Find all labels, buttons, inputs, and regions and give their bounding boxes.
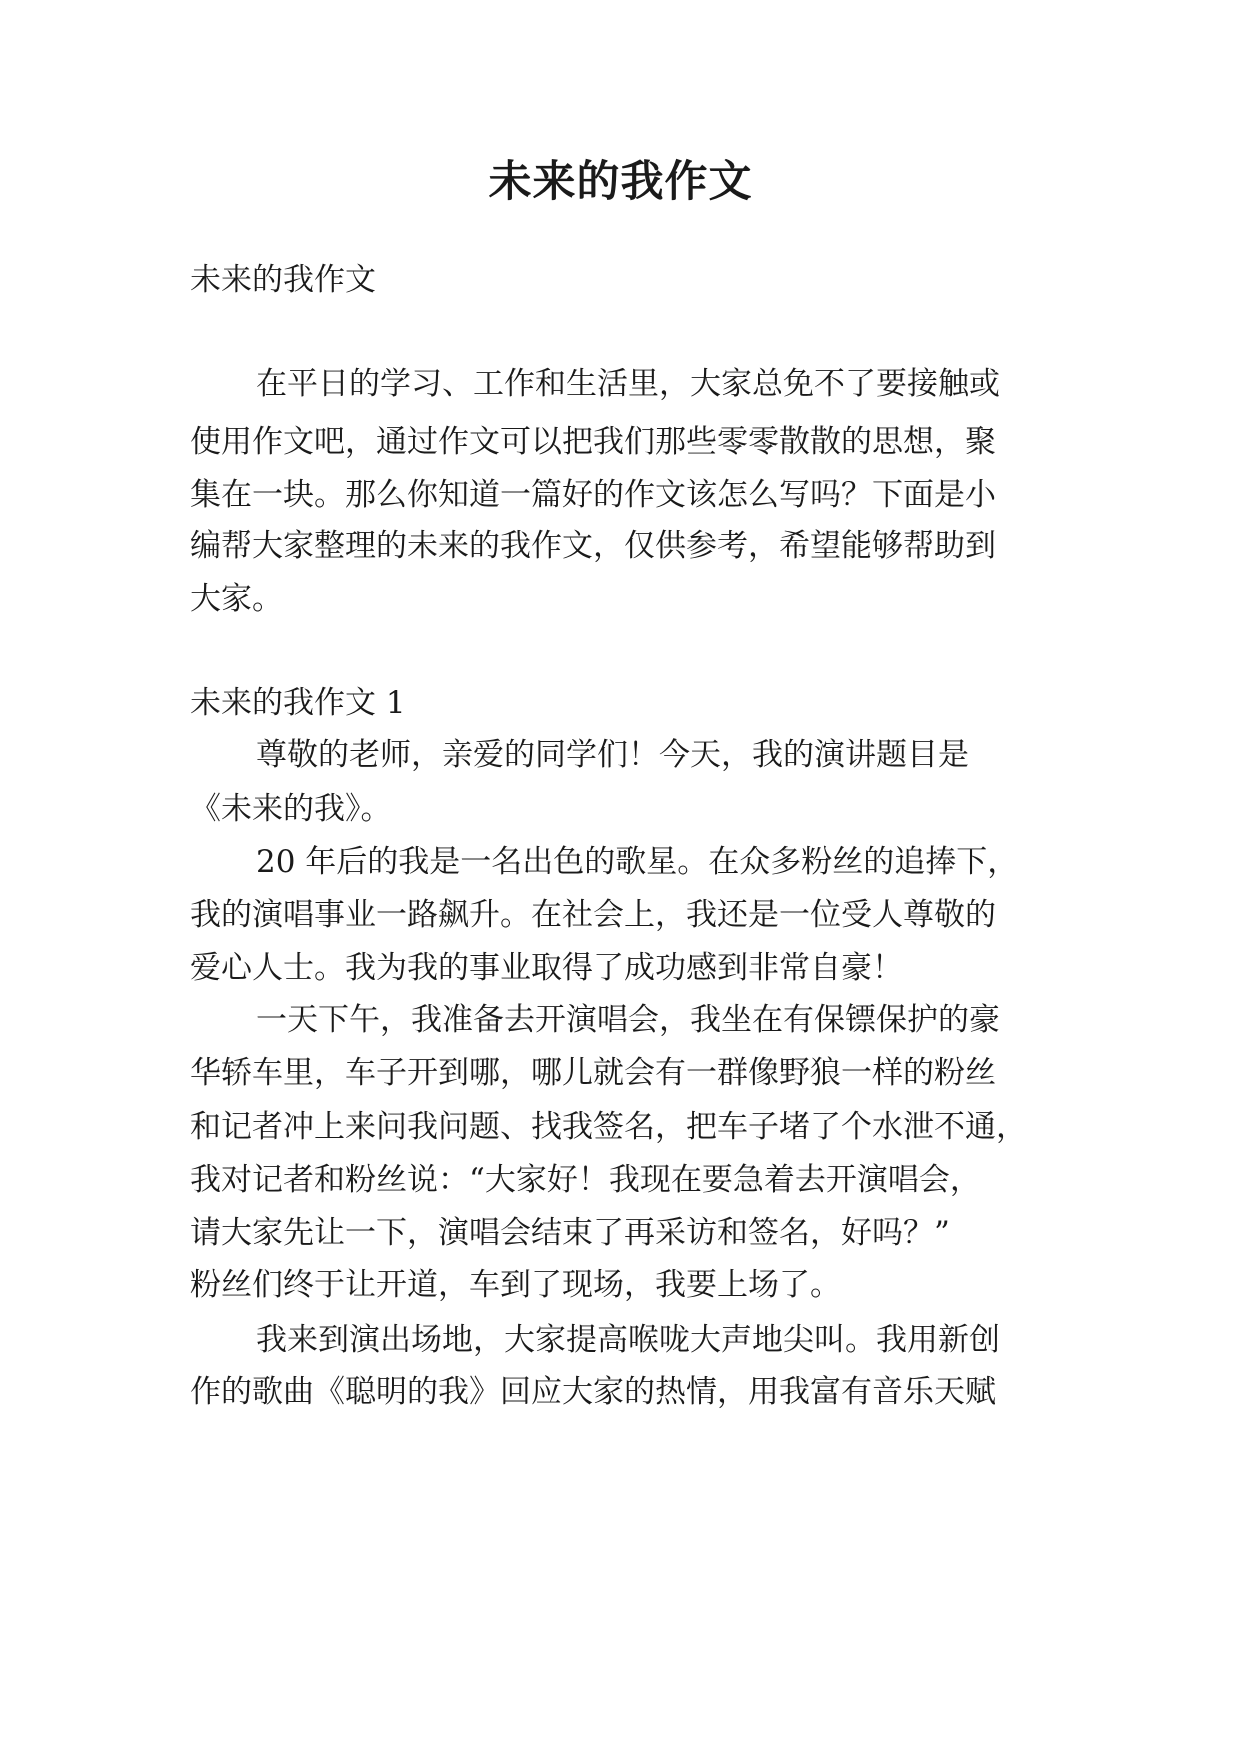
paragraph-line: 我对记者和粉丝说：“大家好！我现在要急着去开演唱会， xyxy=(190,1162,981,1198)
intro-line: 编帮大家整理的未来的我作文，仅供参考，希望能够帮助到 xyxy=(190,528,996,564)
paragraph-line: 我的演唱事业一路飙升。在社会上，我还是一位受人尊敬的 xyxy=(190,897,996,933)
document-title: 未来的我作文 xyxy=(488,157,753,207)
paragraph-line: 请大家先让一下，演唱会结束了再采访和签名，好吗？” xyxy=(190,1215,950,1251)
paragraph-line: 《未来的我》。 xyxy=(190,791,392,827)
paragraph-line: 尊敬的老师，亲爱的同学们！今天，我的演讲题目是 xyxy=(256,737,969,773)
intro-line: 集在一块。那么你知道一篇好的作文该怎么写吗？下面是小 xyxy=(190,477,996,513)
intro-line: 在平日的学习、工作和生活里，大家总免不了要接触或 xyxy=(256,366,1000,402)
paragraph-line: 和记者冲上来问我问题、找我签名，把车子堵了个水泄不通， xyxy=(190,1109,1027,1145)
paragraph-line: 作的歌曲《聪明的我》回应大家的热情，用我富有音乐天赋 xyxy=(190,1374,996,1410)
document-body xyxy=(190,0,1070,1754)
paragraph-line: 爱心人士。我为我的事业取得了成功感到非常自豪！ xyxy=(190,950,903,986)
section-heading: 未来的我作文 1 xyxy=(190,685,406,721)
intro-line: 使用作文吧，通过作文可以把我们那些零零散散的思想，聚 xyxy=(190,424,996,460)
intro-line: 大家。 xyxy=(190,581,283,617)
paragraph-line: 一天下午，我准备去开演唱会，我坐在有保镖保护的豪 xyxy=(256,1002,1000,1038)
paragraph-line: 我来到演出场地，大家提高喉咙大声地尖叫。我用新创 xyxy=(256,1322,1000,1358)
paragraph-line: 20 年后的我是一名出色的歌星。在众多粉丝的追捧下， xyxy=(256,844,1019,880)
document-subtitle: 未来的我作文 xyxy=(190,262,376,298)
paragraph-line: 华轿车里，车子开到哪，哪儿就会有一群像野狼一样的粉丝 xyxy=(190,1055,996,1091)
paragraph-line: 粉丝们终于让开道，车到了现场，我要上场了。 xyxy=(190,1267,841,1303)
